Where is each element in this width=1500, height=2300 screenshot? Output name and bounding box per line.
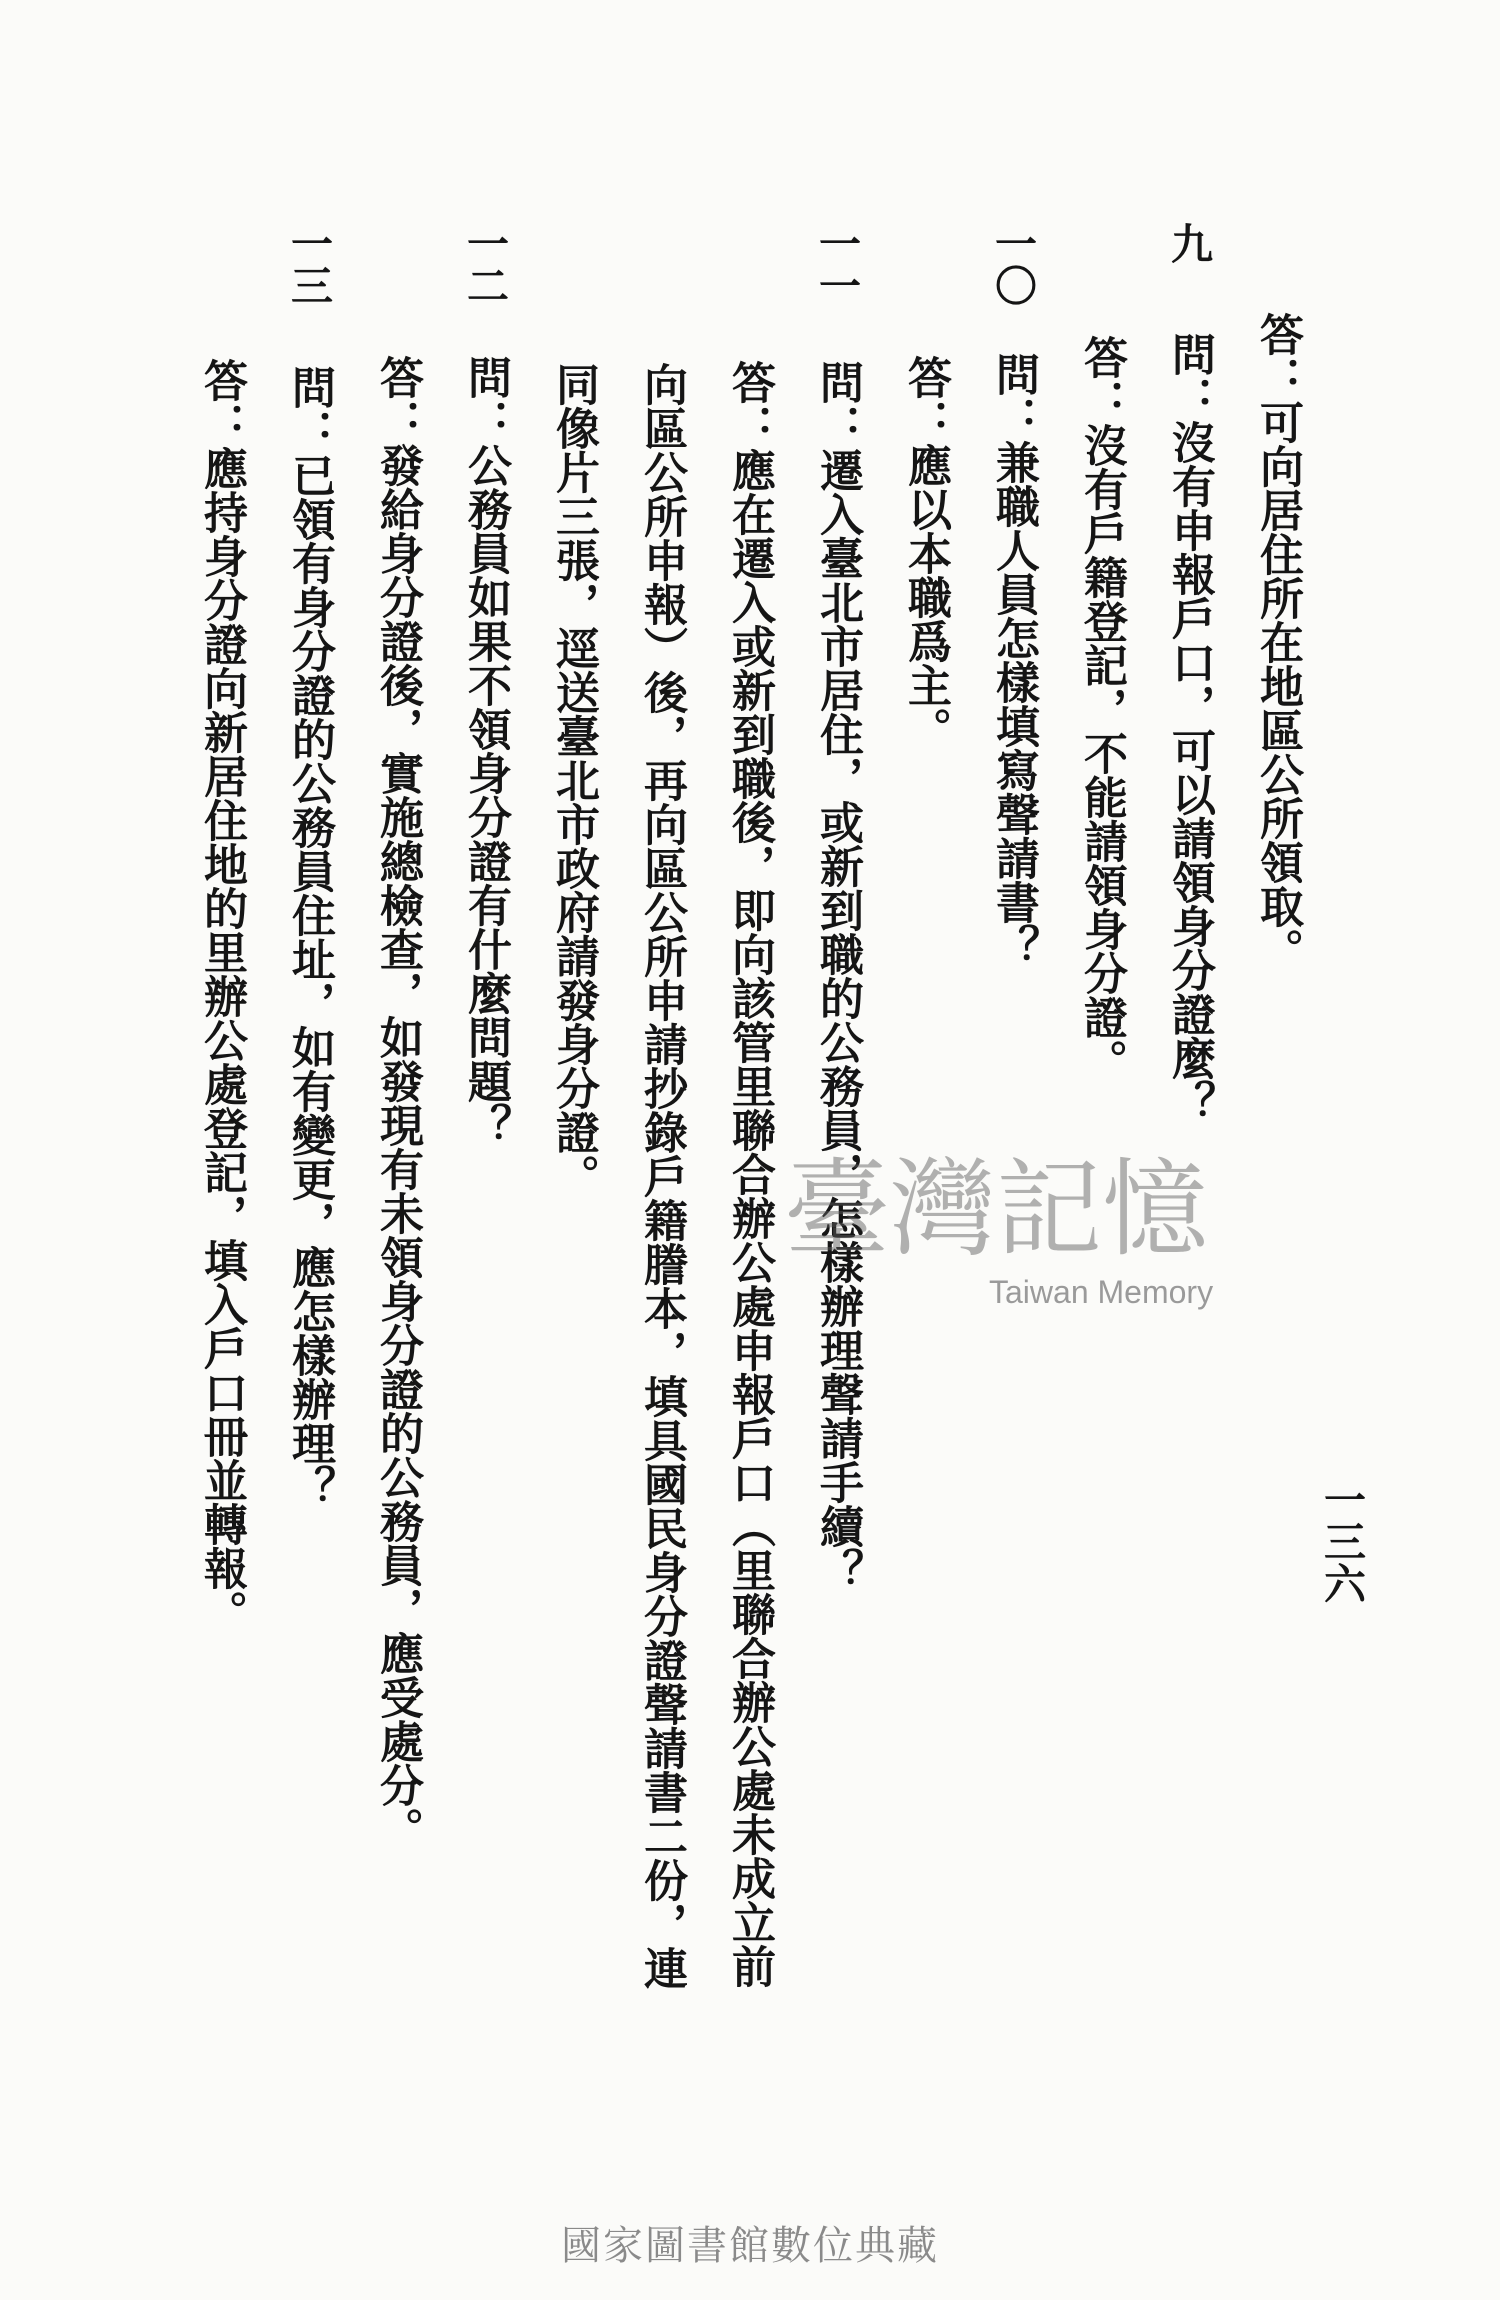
answer-line: 答：可向居住所在地區公所領取。: [1252, 312, 1303, 972]
answer-line: 答：應以本職爲主。: [900, 355, 951, 751]
answer-line: 答：沒有戶籍登記，不能請領身分證。: [1076, 335, 1127, 1083]
answer-line: 同像片三張，逕送臺北市政府請發身分證。: [548, 362, 599, 1198]
question-number: 一一: [813, 222, 862, 306]
answer-line: 答：應持身分證向新居住地的里辦公處登記，填入戶口冊並轉報。: [196, 358, 247, 1634]
archive-footer: 國家圖書館數位典藏: [561, 2223, 939, 2269]
question-line: 問：遷入臺北市居住，或新到職的公務員，怎樣辦理聲請手續？: [812, 360, 863, 1592]
answer-line: 答：發給身分證後，實施總檢查，如發現有未領身分證的公務員，應受處分。: [372, 355, 423, 1851]
answer-line: 向區公所申報）後，再向區公所申請抄錄戶籍謄本，填具國民身分證聲請書二份，連: [636, 362, 687, 1990]
question-number: 一三: [285, 222, 334, 306]
question-line: 問：公務員如果不領身分證有什麼問題？: [460, 355, 511, 1147]
question-line: 問：已領有身分證的公務員住址，如有變更，應怎樣辦理？: [284, 365, 335, 1509]
page-number: 一三六: [1318, 1478, 1367, 1604]
watermark-title: 臺灣記憶: [784, 1148, 1208, 1271]
question-line: 問：兼職人員怎樣填寫聲請書？: [988, 352, 1039, 968]
question-number: 九: [1165, 222, 1214, 264]
question-number: 一二: [461, 222, 510, 306]
answer-line: 答：應在遷入或新到職後，即向該管里聯合辦公處申報戶口（里聯合辦公處未成立前: [724, 360, 775, 1988]
watermark-subtitle: Taiwan Memory: [989, 1274, 1214, 1310]
question-line: 問：沒有申報戶口，可以請領身分證麼？: [1164, 332, 1215, 1124]
question-number: 一〇: [989, 222, 1038, 306]
